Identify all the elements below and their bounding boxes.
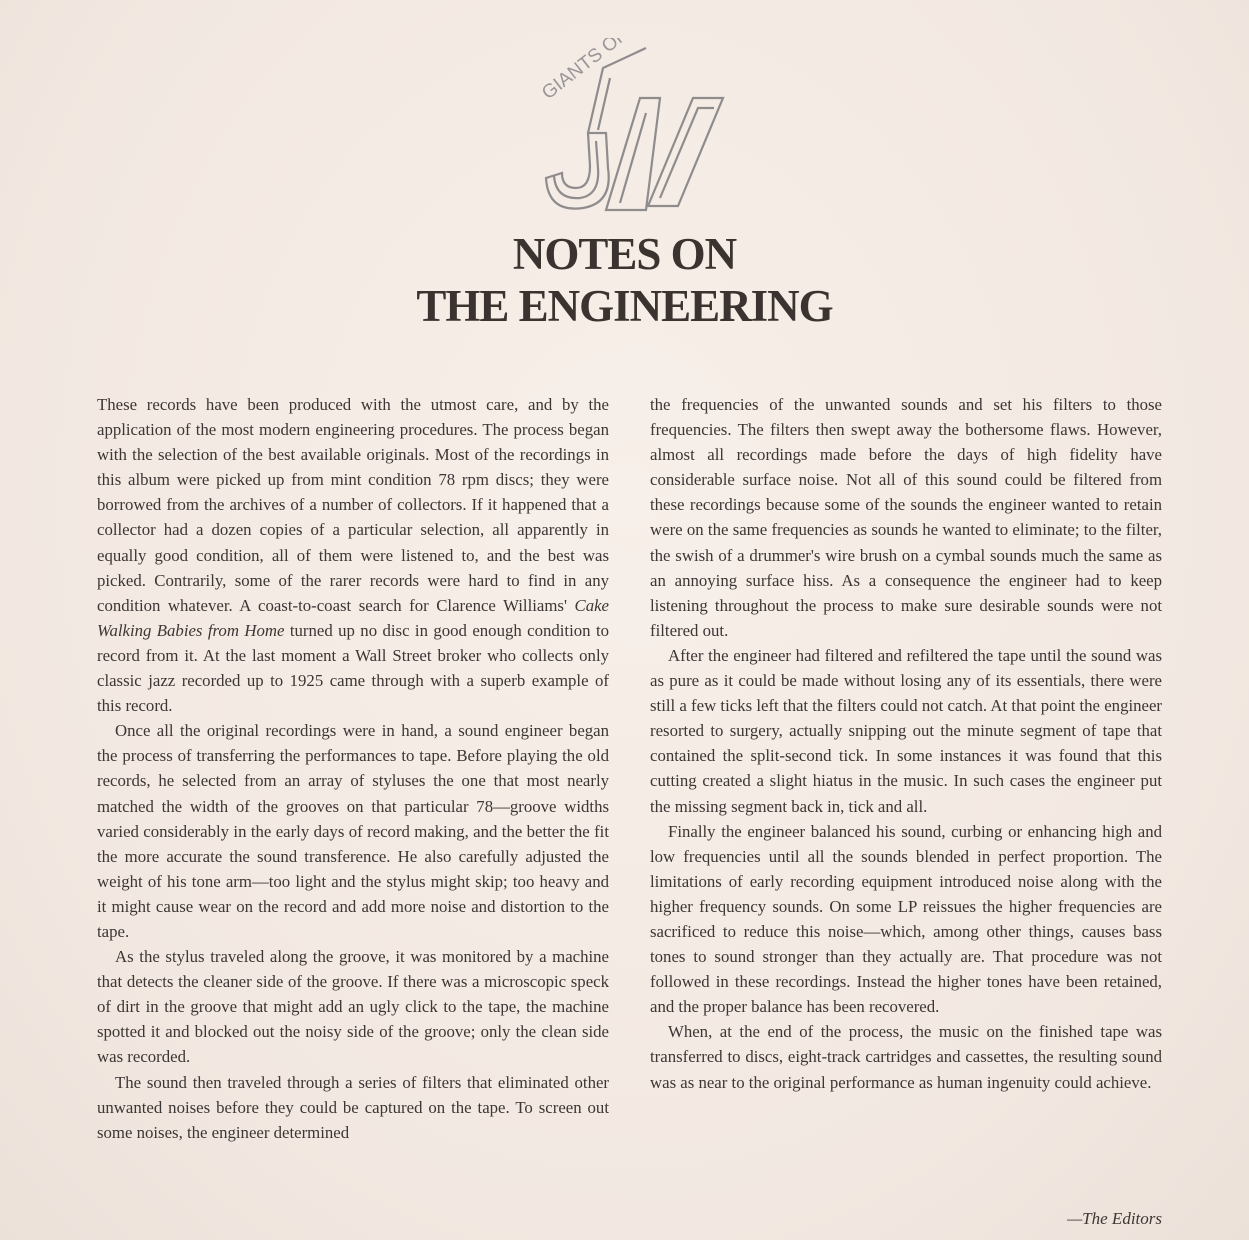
giants-of-jazz-logo xyxy=(528,38,733,218)
paragraph-text: These records have been produced with the utmost care, and by the application of the most modern engineering procedures. The process began with the selection of the best available originals. Most of the recordings in this album were picked up from mint condition 78 rpm discs; they were borrowed from the archives of a number of collectors. If it happened that a collector had a dozen copies of a particular selection, all apparently in equally good condition, all of them were listened to, and the best was picked. Contrarily, some of the rarer records were hard to find in any condition whatever. A coast-to-coast search for Clarence Williams' xyxy=(97,395,609,615)
paragraph-text: turned up no disc in good enough condition to record from it. At the last moment a Wall Street broker who collects only classic jazz recorded up to 1925 came through with a superb example of this record. xyxy=(97,620,609,716)
paragraph: the frequencies of the unwanted sounds and set his filters to those frequencies. The filters then swept away the bothersome flaws. However, almost all recordings made before the days of high fidelity have considerable surface noise. Not all of this sound could be filtered from these recordings because some of the sounds the engineer wanted to retain were on the same frequencies as sounds he wanted to eliminate; to the filter, the swish of a drummer's wire brush on a cymbal sounds much the same as an annoying surface hiss. As a consequence the engineer had to keep listening throughout the process to make sure desirable sounds were not filtered out. xyxy=(650,395,1162,640)
paragraph: Finally the engineer balanced his sound, curbing or enhancing high and low frequencies until all the sounds blended in perfect proportion. The limitations of early recording equipment introduced noise along with the higher frequency sounds. On some LP reissues the higher frequencies are sacrificed to reduce this noise—which, among other things, causes bass tones to sound stronger than they actually are. That procedure was not followed in these recordings. Instead the higher tones have been retained, and the proper balance has been recovered. xyxy=(650,821,1162,1017)
signature: —The Editors xyxy=(1067,1209,1162,1228)
right-column xyxy=(650,392,1162,1095)
paragraph: After the engineer had filtered and refiltered the tape until the sound was as pure as it could be made without losing any of its essentials, there were still a few ticks left that the filters could not catch. At that point the engineer resorted to surgery, actually snipping out the minute segment of tape that contained the split-second tick. In some instances it was found that this cutting created a slight hiatus in the music. In such cases the engineer put the missing segment back in, tick and all. xyxy=(650,645,1162,816)
left-column xyxy=(97,392,609,1145)
logo-text-top: GIANTS OF xyxy=(538,38,632,104)
logo-graphic xyxy=(528,38,733,218)
paragraph: As the stylus traveled along the groove, it was monitored by a machine that detects the cleaner side of the groove. If there was a microscopic speck of dirt in the groove that might add an ugly click to the tape, the machine spotted it and blocked out the noisy side of the groove; only the clean side was recorded. xyxy=(97,947,609,1067)
paragraph: The sound then traveled through a series of filters that eliminated other unwanted noises before they could be captured on the tape. To screen out some noises, the engineer determined xyxy=(97,1072,609,1142)
paragraph xyxy=(97,392,609,718)
paragraph: When, at the end of the process, the music on the finished tape was transferred to discs, eight-track cartridges and cassettes, the resulting sound was as near to the original performance as human ingenuity could achieve. xyxy=(650,1022,1162,1092)
title-line-2: THE ENGINEERING xyxy=(416,281,833,331)
paragraph: Once all the original recordings were in hand, a sound engineer began the process of transferring the performances to tape. Before playing the old records, he selected from an array of styluses the one that most nearly matched the width of the grooves on that particular 78—groove widths varied considerably in the early days of record making, and the better the fit the more accurate the sound transference. He also carefully adjusted the weight of his tone arm—too light and the stylus might skip; too heavy and it might cause wear on the record and add more noise and distortion to the tape. xyxy=(97,721,609,941)
album-title: Cake Walking Babies from Home xyxy=(97,595,609,640)
title-line-1: NOTES ON xyxy=(512,229,737,279)
